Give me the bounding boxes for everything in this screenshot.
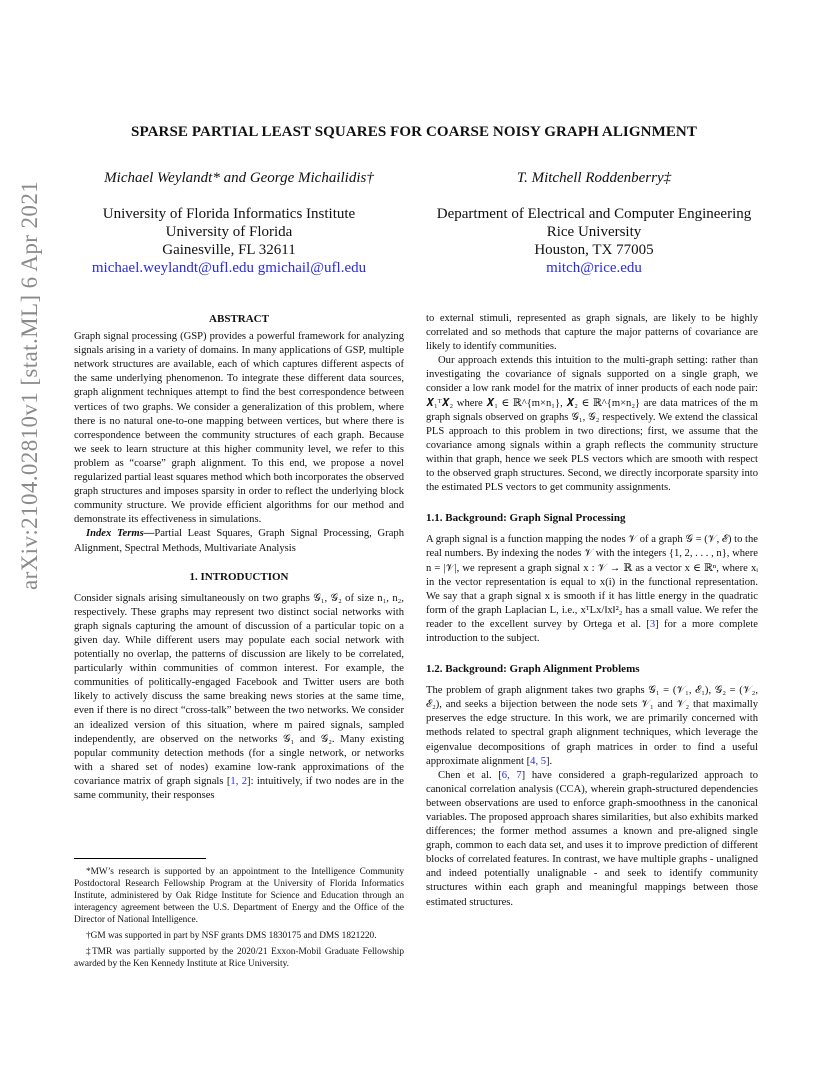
s12-text-b: ].	[546, 755, 553, 767]
authors-right: T. Mitchell Roddenberry‡	[516, 170, 672, 186]
affiliation-left	[74, 205, 384, 277]
s11-cite[interactable]: 3	[649, 618, 656, 630]
section-1-2-text	[426, 684, 758, 769]
intro-heading: 1. INTRODUCTION	[189, 570, 289, 583]
abstract-heading: ABSTRACT	[209, 313, 269, 325]
s11-text-b: ] for a more complete introduction to the subject.	[426, 618, 758, 644]
intro-cite[interactable]: 1, 2	[230, 775, 248, 787]
paper-title: SPARSE PARTIAL LEAST SQUARES FOR COARSE NOISY GRAPH ALIGNMENT	[131, 124, 697, 140]
aff-left-emails[interactable]: michael.weylandt@ufl.edu gmichail@ufl.edu	[91, 260, 367, 276]
footnotes	[74, 866, 404, 970]
aff-left-line1: University of Florida Informatics Institute	[102, 206, 356, 222]
affiliation-right	[420, 205, 768, 277]
chen-paragraph	[426, 769, 758, 910]
chen-text-b: ] have considered a graph-regularized approach to canonical correlation analysis (CCA), wherein graph-structured dependencies between observations are used to enforce graph-smoothness in the canonical variables. The proposed approach shares similarities, but also exhibits marked differences; the former method assumes a known and pre-aligned single graph, common to each data set, and uses it to improve prediction of different blocks of correlated features. In contrast, we have multiple graphs - unaligned and indeed potentially unalignable - and seek to identify community structures within each graph and meaningful mappings between those estimated structures.	[426, 769, 758, 908]
section-1-1-text	[426, 533, 758, 646]
s12-cite[interactable]: 4, 5	[530, 755, 547, 767]
section-1-1-heading: 1.1. Background: Graph Signal Processing	[426, 512, 626, 525]
footnote-3: ‡TMR was partially supported by the 2020/21 Exxon-Mobil Graduate Fellowship awarded by the Ken Kennedy Institute at Rice University.	[74, 947, 404, 969]
index-terms-label: Index Terms—	[86, 528, 155, 540]
footnote-2: †GM was supported in part by NSF grants DMS 1830175 and DMS 1821220.	[86, 931, 377, 941]
abstract-text: Graph signal processing (GSP) provides a powerful framework for analyzing signals arising in a variety of domains. In many applications of GSP, multiple network structures are available, each of which captures different aspects of the same underlying phenomenon. To integrate these different data sources, graph alignment techniques attempt to find the best correspondence between vertices of two graphs. We consider a generalization of this problem, where there is no natural one-to-one mapping between vertices, but where there is correspondence between the community structures of each graph. Because we seek to learn structure at this higher community level, we refer to this problem as “coarse” graph alignment. To this end, we propose a novel regularized partial least squares method which both incorporates the observed graph structures and imposes sparsity in order to reflect the underlying block community structure. We provide efficient algorithms for our method and demonstrate its effectiveness in simulations.	[74, 331, 404, 526]
s12-text-a: The problem of graph alignment takes two graphs 𝒢₁ = (𝒱₁, ℰ₁), 𝒢₂ = (𝒱₂, ℰ₂), and seeks a bijection between the node sets 𝒱₁ and 𝒱₂ that maximally preserves the edge structure. In this work, we are primarily concerned with methods related to spectral graph alignment techniques, which leverage the eigenvalue decompositions of graph matrices in order to find a useful approximate alignment [	[426, 685, 758, 767]
s11-text-a: A graph signal is a function mapping the nodes 𝒱 of a graph 𝒢 = (𝒱, ℰ) to the real numbers. By indexing the nodes 𝒱 with the integers {1, 2, . . . , n}, where n = |𝒱|, we represent a graph signal x : 𝒱 → ℝ as a vector x ∈ ℝⁿ, where xᵢ in the vector representation is equal to x(i) in the functional representation. We say that a graph signal x is smooth if it has little energy in the quadratic form of the graph Laplacian L, i.e., xᵀLx/‖x‖²₂ has a small value. We refer the reader to the excellent survey by Ortega et al. [	[426, 534, 758, 630]
aff-right-line2: Rice University	[546, 224, 642, 240]
intro-text	[74, 592, 404, 803]
intro-text-b: ]: intuitively, if two nodes are in the same community, their responses	[74, 775, 404, 801]
authors-left: Michael Weylandt* and George Michailidis†	[104, 170, 374, 186]
section-1-2-heading: 1.2. Background: Graph Alignment Problems	[426, 663, 640, 676]
right-p2: Our approach extends this intuition to the multi-graph setting: rather than investigating the covariance of signals supported on a single graph, we consider a low rank model for the matrix of inner products of each node pair: 𝑿₁ᵀ𝑿₂ where 𝑿₁ ∈ ℝ^{m×n₁}, 𝑿₂ ∈ ℝ^{m×n₂} are data matrices of the m graph signals observed on graphs 𝒢₁, 𝒢₂ respectively. We extend the classical PLS approach to this problem in two directions; first, we assume that the covariance among signals within a graph reflects the community structure within that graph, hence we seek PLS vectors which are smooth with respect to the observed graph structures. Second, we directly incorporate sparsity into the estimated PLS vectors to get community assignments.	[426, 355, 758, 494]
index-terms-text: Partial Least Squares, Graph Signal Processing, Graph Alignment, Spectral Methods, Multivariate Analysis	[74, 528, 404, 554]
aff-left-line2: University of Florida	[165, 224, 293, 240]
footnote-rule	[74, 858, 206, 859]
right-p1: to external stimuli, represented as graph signals, are likely to be highly correlated and so methods that capture the major patterns of covariance are likely to identify communities.	[426, 313, 758, 353]
footnote-1: *MW’s research is supported by an appointment to the Intelligence Community Postdoctoral Research Fellowship Program at the University of Florida Informatics Institute, administered by Oak Ridge Institute for Science and Education through an interagency agreement between the U.S. Department of Energy and the Office of the Director of National Intelligence.	[74, 867, 404, 925]
right-column	[426, 312, 758, 910]
left-column	[74, 312, 404, 803]
chen-text-a: Chen et al. [	[438, 769, 502, 781]
aff-right-line1: Department of Electrical and Computer Engineering	[436, 206, 752, 222]
chen-cite[interactable]: 6, 7	[501, 769, 522, 781]
index-terms	[74, 527, 404, 555]
aff-right-line3: Houston, TX 77005	[534, 242, 654, 258]
arxiv-stamp: arXiv:2104.02810v1 [stat.ML] 6 Apr 2021	[17, 180, 42, 590]
aff-right-email[interactable]: mitch@rice.edu	[546, 260, 642, 276]
intro-text-a: Consider signals arising simultaneously on two graphs 𝒢₁, 𝒢₂ of size n₁, n₂, respectively. These graphs may represent two distinct social networks with graph signals capturing the amount of discussion of a particular topic on a given day. While different users may populate each social network with potentially no overlap, the patterns of discussion are likely to be correlated, particularly within communities of common interest. For example, the communities of politically-engaged Facebook and Twitter users are both likely to actively discuss the same breaking news stories at the same time, even if there is no direct “cross-talk” between the two networks. We consider an idealized version of this situation, where m paired signals, sampled independently, are observed on the networks 𝒢₁ and 𝒢₂. Many existing popular community detection methods (for a single network, or networks with a shared set of nodes) examine low-rank approximations of the covariance matrix of graph signals [	[74, 592, 404, 787]
aff-left-line3: Gainesville, FL 32611	[162, 242, 296, 258]
